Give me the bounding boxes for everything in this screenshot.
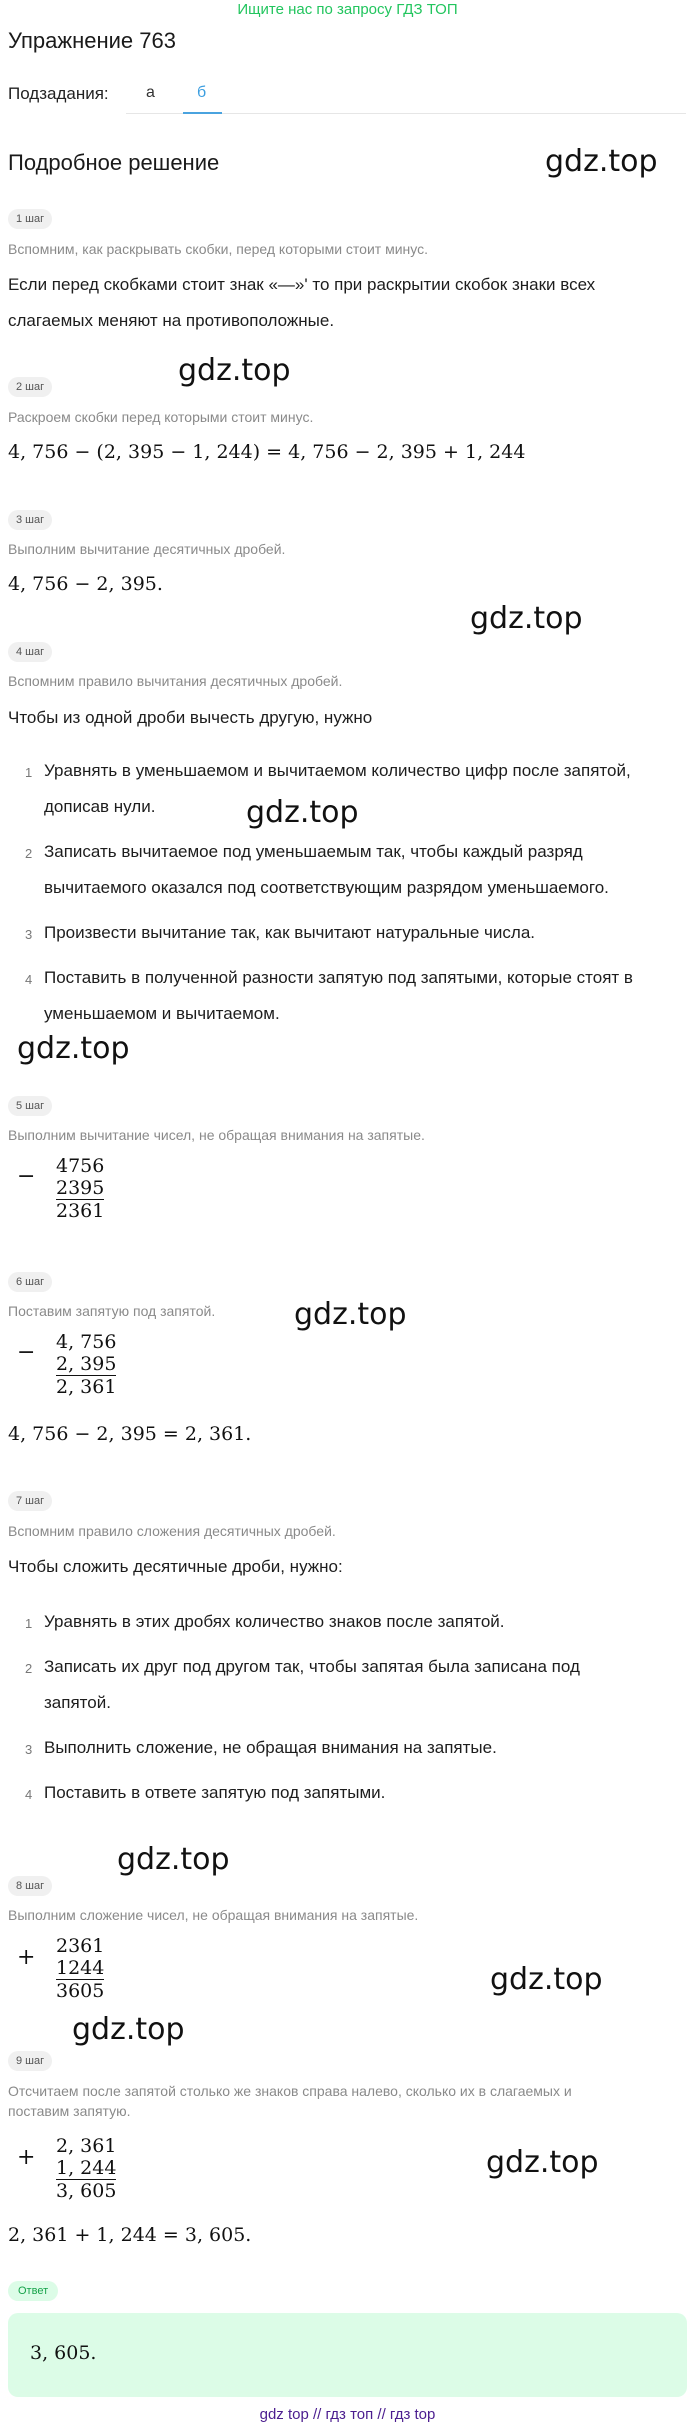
sum: 3, 605 xyxy=(56,2180,117,2202)
watermark: gdz.top xyxy=(486,2145,599,2180)
step-badge: 4 шаг xyxy=(8,642,52,662)
watermark: gdz.top xyxy=(545,144,658,179)
watermark: gdz.top xyxy=(470,601,583,636)
step-hint: Вспомним правило вычитания десятичных дробей. xyxy=(8,673,343,689)
subtrahend: 2395 xyxy=(56,1177,105,1199)
answer-value: 3, 605. xyxy=(30,2342,97,2364)
addend: 2, 361 xyxy=(56,2135,117,2157)
list-item: Уравнять в уменьшаемом и вычитаемом количество цифр после запятой, xyxy=(44,761,631,780)
search-banner[interactable]: Ищите нас по запросу ГДЗ ТОП xyxy=(237,1,458,18)
list-item-number: 4 xyxy=(25,1787,33,1802)
list-item: Выполнить сложение, не обращая внимания на запятые. xyxy=(44,1738,497,1757)
difference: 2, 361 xyxy=(56,1376,117,1398)
list-item-number: 1 xyxy=(25,1616,33,1631)
minuend: 4756 xyxy=(56,1155,105,1177)
step-formula: 4, 756 − 2, 395. xyxy=(8,573,163,595)
footer-links[interactable]: gdz top // гдз топ // гдз top xyxy=(259,2406,436,2423)
tab-b[interactable]: б xyxy=(197,84,207,101)
step-badge: 9 шаг xyxy=(8,2051,52,2071)
step-hint: поставим запятую. xyxy=(8,2103,131,2119)
watermark: gdz.top xyxy=(490,1962,603,1997)
list-item: Уравнять в этих дробях количество знаков после запятой. xyxy=(44,1612,505,1631)
addend: 1, 244 xyxy=(56,2157,117,2179)
watermark: gdz.top xyxy=(17,1031,130,1066)
addend: 2361 xyxy=(56,1935,105,1957)
list-item-number: 2 xyxy=(25,1661,33,1676)
step-formula: 2, 361 + 1, 244 = 3, 605. xyxy=(8,2224,252,2246)
solution-heading: Подробное решение xyxy=(8,150,220,175)
subtrahend: 2, 395 xyxy=(56,1353,117,1375)
column-addition xyxy=(56,1935,104,2002)
step-badge: 8 шаг xyxy=(8,1876,52,1896)
sum: 3605 xyxy=(56,1980,105,2002)
column-subtraction xyxy=(56,1155,104,1222)
step-badge: 7 шаг xyxy=(8,1491,52,1511)
list-item: запятой. xyxy=(44,1693,111,1712)
step-hint: Поставим запятую под запятой. xyxy=(8,1303,216,1319)
list-item-number: 4 xyxy=(25,972,33,987)
plus-sign: + xyxy=(17,2145,36,2170)
list-item: Записать их друг под другом так, чтобы запятая была записана под xyxy=(44,1657,580,1676)
column-addition xyxy=(56,2135,116,2202)
list-item: Поставить в ответе запятую под запятыми. xyxy=(44,1783,386,1802)
column-subtraction xyxy=(56,1331,116,1398)
watermark: gdz.top xyxy=(117,1842,230,1877)
step-hint: Отсчитаем после запятой столько же знаков справа налево, сколько их в слагаемых и xyxy=(8,2083,572,2099)
step-text: Чтобы из одной дроби вычесть другую, нужно xyxy=(8,708,373,727)
answer-badge: Ответ xyxy=(8,2281,58,2301)
step-hint: Вспомним, как раскрывать скобки, перед которыми стоит минус. xyxy=(8,241,428,257)
step-badge: 1 шаг xyxy=(8,209,52,229)
answer-box xyxy=(8,2313,687,2397)
step-text: слагаемых меняют на противоположные. xyxy=(8,311,335,330)
active-tab-indicator xyxy=(183,112,222,114)
step-formula: 4, 756 − (2, 395 − 1, 244) = 4, 756 − 2, 395 + 1, 244 xyxy=(8,441,526,463)
step-hint: Выполним сложение чисел, не обращая внимания на запятые. xyxy=(8,1907,419,1923)
addend: 1244 xyxy=(56,1957,105,1979)
step-hint: Выполним вычитание чисел, не обращая внимания на запятые. xyxy=(8,1127,425,1143)
step-badge: 6 шаг xyxy=(8,1272,52,1292)
watermark: gdz.top xyxy=(294,1297,407,1332)
plus-sign: + xyxy=(17,1945,36,1970)
step-badge: 3 шаг xyxy=(8,510,52,530)
step-text: Чтобы сложить десятичные дроби, нужно: xyxy=(8,1557,343,1576)
list-item-number: 1 xyxy=(25,765,33,780)
list-item: уменьшаемом и вычитаемом. xyxy=(44,1004,280,1023)
step-text: Если перед скобками стоит знак «—»' то при раскрытии скобок знаки всех xyxy=(8,275,596,294)
list-item: Произвести вычитание так, как вычитают натуральные числа. xyxy=(44,923,536,942)
tab-a[interactable]: а xyxy=(146,84,155,101)
list-item: Записать вычитаемое под уменьшаемым так, чтобы каждый разряд xyxy=(44,842,583,861)
step-hint: Вспомним правило сложения десятичных дробей. xyxy=(8,1523,336,1539)
watermark: gdz.top xyxy=(72,2012,185,2047)
list-item: Поставить в полученной разности запятую под запятыми, которые стоят в xyxy=(44,968,633,987)
watermark: gdz.top xyxy=(178,353,291,388)
subtasks-label: Подзадания: xyxy=(8,84,109,103)
step-badge: 5 шаг xyxy=(8,1096,52,1116)
list-item-number: 2 xyxy=(25,846,33,861)
minuend: 4, 756 xyxy=(56,1331,117,1353)
page-title: Упражнение 763 xyxy=(8,28,176,53)
list-item: вычитаемого оказался под соответствующим разрядом уменьшаемого. xyxy=(44,878,609,897)
step-hint: Выполним вычитание десятичных дробей. xyxy=(8,541,286,557)
minus-sign: − xyxy=(17,1340,36,1365)
step-formula: 4, 756 − 2, 395 = 2, 361. xyxy=(8,1423,252,1445)
list-item-number: 3 xyxy=(25,927,33,942)
list-item-number: 3 xyxy=(25,1742,33,1757)
difference: 2361 xyxy=(56,1200,105,1222)
list-item: дописав нули. xyxy=(44,797,156,816)
step-hint: Раскроем скобки перед которыми стоит минус. xyxy=(8,409,314,425)
watermark: gdz.top xyxy=(246,795,359,830)
step-badge: 2 шаг xyxy=(8,377,52,397)
minus-sign: − xyxy=(17,1164,36,1189)
